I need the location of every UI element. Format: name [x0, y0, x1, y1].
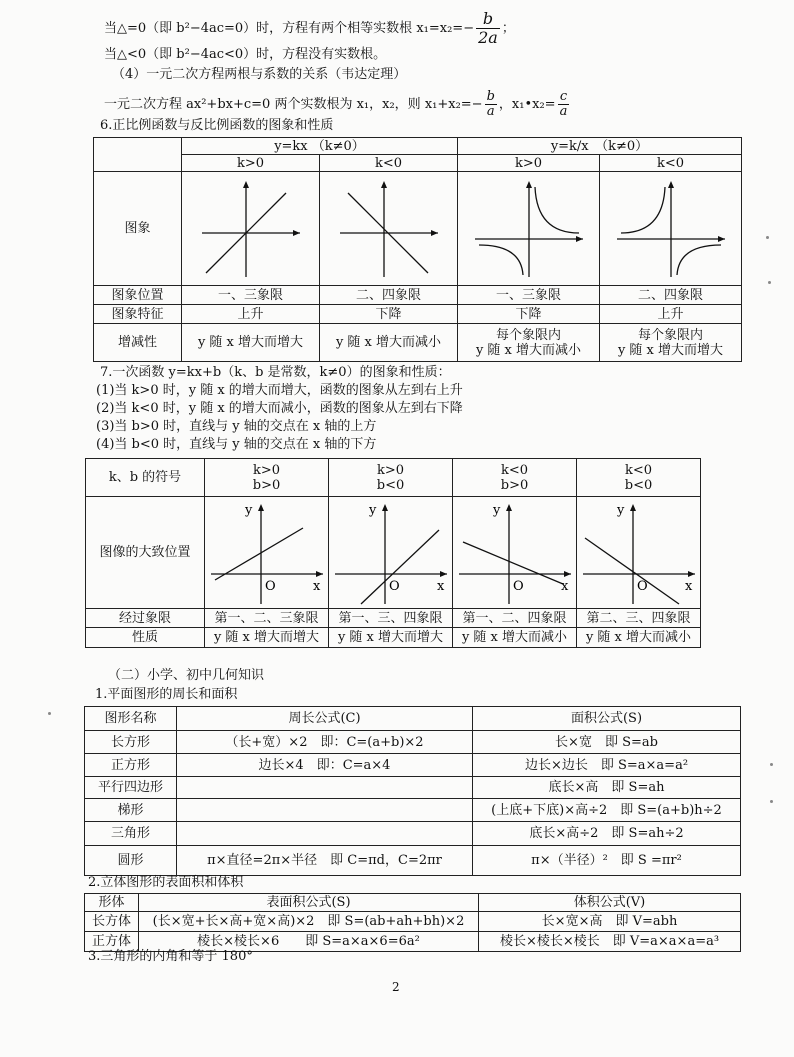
sign-b: b>0 [252, 477, 281, 493]
function-line [361, 530, 439, 604]
pos-2: 二、四象限 [320, 286, 458, 305]
label-x: x [436, 578, 444, 594]
geometry-sub1: 1.平面图形的周长和面积 [95, 687, 238, 702]
mono-3a: 每个象限内 [495, 327, 561, 343]
table-linear-functions [85, 458, 701, 648]
label-y: y [616, 502, 624, 518]
vieta-sep: ， [498, 97, 512, 112]
scan-speck [48, 712, 51, 715]
line-vieta [104, 90, 571, 119]
figure-square: 正方形 [85, 754, 177, 777]
frac-denominator: 2a [478, 28, 498, 47]
scan-speck [766, 236, 769, 239]
linear-graph-1 [205, 497, 329, 609]
arrow-y [506, 504, 512, 511]
row-label-position: 图象位置 [94, 286, 182, 305]
label-y: y [244, 502, 252, 518]
vieta-intro: 一元二次方程 ax²+bx+c=0 两个实数根为 x₁，x₂，则 [104, 97, 421, 112]
row-label-signs: k、b 的符号 [86, 459, 205, 497]
k-neg-1: k<0 [320, 155, 458, 172]
sign-k: k<0 [624, 462, 653, 478]
volume-cube: 棱长×棱长×棱长 即 V=a×a×a=a³ [479, 932, 741, 952]
pos-4: 二、四象限 [600, 286, 742, 305]
arrow-x [293, 230, 300, 236]
table-plane-figures [84, 706, 741, 876]
mono-4 [600, 324, 742, 362]
geometry-sub2: 2.立体图形的表面积和体积 [88, 875, 244, 890]
figure-triangle: 三角形 [85, 822, 177, 846]
prop-1: y 随 x 增大而增大 [205, 628, 329, 648]
arrow-x [688, 571, 695, 577]
sec7-item-1: (1)当 k>0 时，y 随 x 的增大而增大，函数的图象从左到右上升 [96, 383, 463, 398]
linear-graph-2 [329, 497, 453, 609]
line-equal-roots [104, 10, 515, 47]
frac-denominator: a [486, 104, 495, 119]
arrow-y [258, 504, 264, 511]
geometry-sub3: 3.三角形的内角和等于 180° [88, 949, 253, 964]
geometry-title: （二）小学、初中几何知识 [108, 668, 265, 683]
frac-numerator: b [486, 89, 495, 104]
head-area: 面积公式(S) [473, 707, 741, 731]
perim-parallelogram [177, 777, 473, 799]
pos-3: 一、三象限 [458, 286, 600, 305]
label-origin: O [636, 578, 648, 594]
figure-parallelogram: 平行四边形 [85, 777, 177, 799]
arrow-y [526, 181, 532, 188]
graph-hyperbola-24 [613, 177, 729, 281]
function-line [215, 528, 303, 580]
solid-cuboid: 长方体 [85, 912, 139, 932]
prop-2: y 随 x 增大而增大 [329, 628, 453, 648]
mono-2: y 随 x 增大而减小 [320, 324, 458, 362]
mono-4b: y 随 x 增大而增大 [617, 342, 724, 358]
graph-direct-kpos [182, 172, 320, 286]
graph-hyperbola-13 [471, 177, 587, 281]
k-pos-1: k>0 [182, 155, 320, 172]
row-label-property: 性质 [86, 628, 205, 648]
surface-cube: 棱长×棱长×6 即 S=a×a×6=6a² [139, 932, 479, 952]
arrow-x [431, 230, 438, 236]
corner-cell [94, 138, 182, 172]
page-number: 2 [392, 980, 400, 994]
figure-rectangle: 长方形 [85, 731, 177, 754]
frac-numerator: c [558, 90, 570, 105]
graph-kneg-bneg [579, 500, 699, 606]
row-label-feature: 图象特征 [94, 305, 182, 324]
scan-speck [770, 763, 773, 766]
arrow-x [576, 236, 583, 242]
linear-graph-4 [577, 497, 701, 609]
mono-4a: 每个象限内 [637, 327, 703, 343]
head-direct: y=kx （k≠0） [182, 138, 458, 155]
perim-triangle [177, 822, 473, 846]
solid-cube: 正方体 [85, 932, 139, 952]
area-parallelogram: 底长×高 即 S=ah [473, 777, 741, 799]
quad-1: 第一、二、三象限 [205, 609, 329, 628]
pos-1: 一、三象限 [182, 286, 320, 305]
sign-2 [329, 459, 453, 497]
row-label-image: 图象 [94, 172, 182, 286]
row-label-quadrants: 经过象限 [86, 609, 205, 628]
hyperbola-branch-q2 [621, 187, 665, 233]
arrow-y [243, 181, 249, 188]
sec7-item-3: (3)当 b>0 时，直线与 y 轴的交点在 x 轴的上方 [96, 419, 377, 434]
label-origin: O [264, 578, 276, 594]
graph-inverse-kpos [458, 172, 600, 286]
feat-2: 下降 [320, 305, 458, 324]
head-shape: 形体 [85, 894, 139, 912]
equal-roots-text: 当△=0（即 b²−4ac=0）时，方程有两个相等实数根 x₁=x₂=− [104, 21, 475, 36]
arrow-y [630, 504, 636, 511]
head-inverse: y=k/x （k≠0） [458, 138, 742, 155]
perim-trapezoid [177, 799, 473, 822]
mono-3 [458, 324, 600, 362]
frac-numerator: b [476, 10, 500, 29]
label-x: x [560, 578, 568, 594]
head-surface: 表面积公式(S) [139, 894, 479, 912]
vieta-product: x₁•x₂= [511, 97, 556, 112]
k-neg-2: k<0 [600, 155, 742, 172]
frac-denominator: a [559, 104, 568, 119]
arrow-y [668, 181, 674, 188]
sign-b: b<0 [624, 477, 653, 493]
surface-cuboid: (长×宽+长×高+宽×高)×2 即 S=(ab+ah+bh)×2 [139, 912, 479, 932]
function-line [585, 538, 679, 604]
graph-line-falling [334, 177, 444, 281]
perim-rectangle: （长+宽）×2 即：C=(a+b)×2 [177, 731, 473, 754]
volume-cuboid: 长×宽×高 即 V=abh [479, 912, 741, 932]
arrow-x [316, 571, 323, 577]
label-x: x [312, 578, 320, 594]
fraction-b-over-a [485, 90, 497, 119]
scan-speck [770, 800, 773, 803]
sec7-item-2: (2)当 k<0 时，y 随 x 的增大而减小，函数的图象从左到右下降 [96, 401, 463, 416]
k-pos-2: k>0 [458, 155, 600, 172]
table-proportional-functions [93, 137, 742, 362]
prop-4: y 随 x 增大而减小 [577, 628, 701, 648]
scan-speck [768, 281, 771, 284]
figure-trapezoid: 梯形 [85, 799, 177, 822]
area-triangle: 底长×高÷2 即 S=ah÷2 [473, 822, 741, 846]
arrow-x [564, 571, 571, 577]
sign-k: k<0 [500, 462, 529, 478]
head-volume: 体积公式(V) [479, 894, 741, 912]
line-vieta-title: （4）一元二次方程两根与系数的关系（韦达定理） [112, 67, 407, 82]
area-square: 边长×边长 即 S=a×a=a² [473, 754, 741, 777]
figure-circle: 圆形 [85, 846, 177, 876]
sign-4 [577, 459, 701, 497]
sign-3 [453, 459, 577, 497]
row-label-graph: 图像的大致位置 [86, 497, 205, 609]
quad-4: 第二、三、四象限 [577, 609, 701, 628]
head-figure-name: 图形名称 [85, 707, 177, 731]
fraction-b-over-2a [476, 10, 500, 47]
perim-circle: π×直径=2π×半径 即 C=πd，C=2πr [177, 846, 473, 876]
section6-title: 6.正比例函数与反比例函数的图象和性质 [100, 118, 334, 133]
head-perimeter: 周长公式(C) [177, 707, 473, 731]
sec7-item-4: (4)当 b<0 时，直线与 y 轴的交点在 x 轴的下方 [96, 437, 377, 452]
hyperbola-branch-q4 [677, 245, 721, 275]
sign-1 [205, 459, 329, 497]
feat-4: 上升 [600, 305, 742, 324]
perim-square: 边长×4 即：C=a×4 [177, 754, 473, 777]
line-no-roots: 当△<0（即 b²−4ac<0）时，方程没有实数根。 [104, 47, 387, 62]
graph-kpos-bneg [331, 500, 451, 606]
graph-kpos-bpos [207, 500, 327, 606]
sign-b: b<0 [376, 477, 405, 493]
linear-graph-3 [453, 497, 577, 609]
label-x: x [684, 578, 692, 594]
sign-b: b>0 [500, 477, 529, 493]
table-solid-figures [84, 893, 741, 952]
sign-k: k>0 [376, 462, 405, 478]
vieta-sum: x₁+x₂=− [424, 97, 483, 112]
function-line [463, 542, 563, 584]
area-trapezoid: (上底+下底)×高÷2 即 S=(a+b)h÷2 [473, 799, 741, 822]
graph-inverse-kneg [600, 172, 742, 286]
row-label-monotonic: 增减性 [94, 324, 182, 362]
prop-3: y 随 x 增大而减小 [453, 628, 577, 648]
section7-title: 7.一次函数 y=kx+b（k、b 是常数，k≠0）的图象和性质： [100, 365, 451, 380]
label-origin: O [512, 578, 524, 594]
hyperbola-branch-q1 [535, 187, 579, 233]
graph-direct-kneg [320, 172, 458, 286]
arrow-x [718, 236, 725, 242]
label-y: y [368, 502, 376, 518]
label-y: y [492, 502, 500, 518]
sign-k: k>0 [252, 462, 281, 478]
mono-1: y 随 x 增大而增大 [182, 324, 320, 362]
arrow-x [440, 571, 447, 577]
arrow-y [382, 504, 388, 511]
graph-kneg-bpos [455, 500, 575, 606]
area-circle: π×（半径）² 即 S =πr² [473, 846, 741, 876]
label-origin: O [388, 578, 400, 594]
quad-2: 第一、三、四象限 [329, 609, 453, 628]
hyperbola-branch-q3 [479, 245, 523, 275]
equal-roots-end: ； [501, 21, 515, 36]
graph-line-rising [196, 177, 306, 281]
feat-3: 下降 [458, 305, 600, 324]
fraction-c-over-a [558, 90, 570, 119]
mono-3b: y 随 x 增大而减小 [475, 342, 582, 358]
arrow-y [381, 181, 387, 188]
quad-3: 第一、二、四象限 [453, 609, 577, 628]
area-rectangle: 长×宽 即 S=ab [473, 731, 741, 754]
feat-1: 上升 [182, 305, 320, 324]
